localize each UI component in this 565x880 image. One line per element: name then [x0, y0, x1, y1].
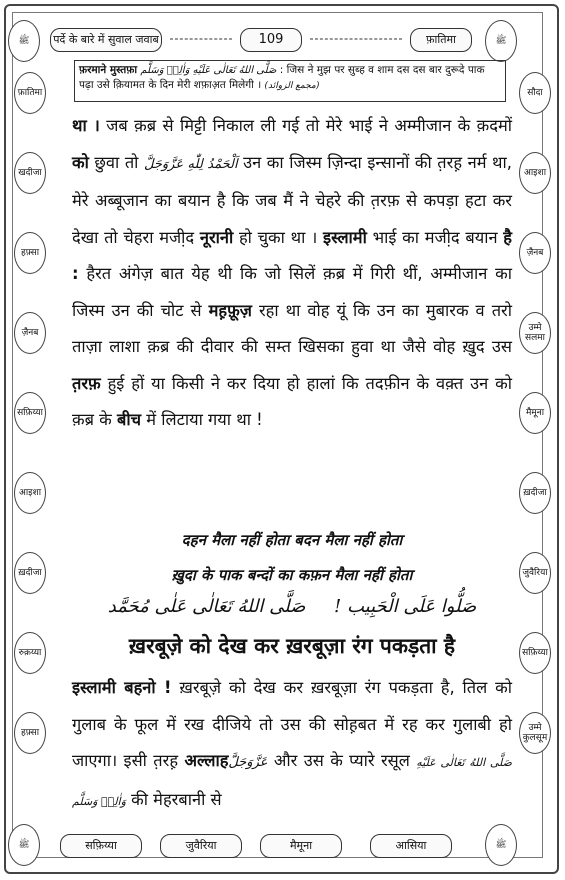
hadith-lead: फ़रमाने मुस्तफ़ा: [79, 64, 138, 76]
text-bold: अल्लाह: [184, 751, 229, 770]
text-run: रहा था वोह यूं कि उन का मुबारक व तरो ताज़ा लाशा क़ब्र की दीवार की सम्त खिसका हुवा था जैसे वोह ख़ुद उस: [72, 300, 512, 356]
text-bold: था ।: [72, 116, 100, 135]
text-run: छुवा तो: [88, 152, 144, 172]
corner-medallion-bottom-right: ﷺ: [485, 824, 517, 866]
header-ornament-right: [310, 38, 402, 40]
side-medallion: ख़दीजा: [14, 552, 46, 594]
footer-label: सफ़िय्या: [60, 834, 142, 858]
side-medallion: ख़दीजा: [519, 472, 551, 514]
arabic-phrase: اَلْحَمْدُ لِلّٰهِ عَزَّوَجَلَّ: [143, 156, 238, 172]
durood-right: صَلَّى اللهُ تَعَالٰى عَلٰى مُحَمَّد: [107, 596, 306, 617]
page-number: 109: [240, 28, 302, 52]
text-run: ख़रबूज़े को देख कर ख़रबूज़ा रंग पकड़ता है, तिल को गुलाब के फूल में रख दीजिये तो उस की सोह़बत में रह कर गुलाबी हो जाएगा। इसी त़रह़: [72, 678, 513, 770]
side-medallion: उम्मे सलमा: [519, 312, 551, 354]
durood-left: صَلُّوا عَلَى الْحَبِيب !: [334, 596, 477, 617]
footer-label: आसिया: [370, 834, 452, 858]
corner-medallion-top-right: ﷺ: [485, 20, 517, 62]
footer-bar: [18, 832, 535, 862]
side-medallion: मैमूना: [519, 392, 551, 434]
text-run: हो चुका था ।: [233, 227, 324, 247]
text-run: और उस के प्यारे रसूल: [267, 751, 417, 770]
side-medallion: फ़ातिमा: [14, 72, 46, 114]
text-run: में लिटाया गया था !: [140, 410, 263, 429]
text-bold: बीच: [116, 410, 141, 429]
arabic-phrase: صَلَّى اللهُ تَعَالٰى عَلَيْهِ وَاٰلِهٖ وَسَلَّم: [72, 756, 513, 808]
footer-label: मैमूना: [260, 834, 342, 858]
footer-label: जुवैरिया: [160, 834, 242, 858]
header-label: फ़ातिमा: [410, 28, 472, 52]
side-medallion: जुवैरिया: [519, 552, 551, 594]
text-bold: त़रफ़: [72, 373, 101, 393]
hadith-text: : जिस ने मुझ पर सुब्ह व शाम दस दस बार दुरूदे पाक पढ़ा उसे क़ियामत के दिन मेरी शफ़ाअ़त मिलेगी ।: [79, 64, 485, 91]
text-run: हुई हों या किसी ने कर दिया हो हालां कि तदफ़ीन के वक़्त उन को क़ब्र के: [72, 373, 512, 429]
paragraph-1: [72, 108, 512, 439]
text-bold: इस्लामी: [323, 227, 367, 247]
paragraph-2: [72, 670, 512, 820]
text-run: उन का जिस्म ज़िन्दा इन्सानों की त़रह़ नर्म था, मेरे अब्बूजान का बयान है कि जब मैं ने चेहरे की त़रफ़ से कपड़ा हटा कर देखा तो चेहरा मजी़द: [72, 152, 512, 247]
side-medallion: हफ़्सा: [14, 712, 46, 754]
header-title: पर्दे के बारे में सुवाल जवाब: [50, 28, 162, 52]
poem-line-2: ख़ुदा के पाक बन्दों का कफ़न मैला नहीं होता: [171, 566, 413, 584]
text-bold: नूरानी: [199, 227, 234, 247]
side-medallion: आइशा: [14, 472, 46, 514]
text-bold: है :: [72, 227, 512, 283]
side-medallion: सफ़िय्या: [519, 632, 551, 674]
section-heading: ख़रबूज़े को देख कर ख़रबूज़ा रंग पकड़ता है: [128, 634, 456, 658]
side-medallion: ज़ैनब: [519, 232, 551, 274]
side-medallion: खदीजा: [14, 152, 46, 194]
corner-medallion-bottom-left: ﷺ: [8, 824, 40, 866]
side-medallion: उम्मे कुलसूम: [519, 712, 551, 754]
poem-line-1: दहन मैला नहीं होता बदन मैला नहीं होता: [181, 531, 403, 549]
text-bold: को: [72, 152, 89, 172]
side-medallion: ज़ैनब: [14, 312, 46, 354]
corner-medallion-top-left: ﷺ: [8, 20, 40, 62]
arabic-phrase: عَزَّوَجَلَّ: [228, 755, 268, 770]
text-run: हैरत अंगेज़ बात येह थी कि जो सिलें क़ब्र में गिरी थीं, अम्मीजान का जिस्म उन की चोट से: [72, 264, 512, 320]
header-ornament-left: [170, 38, 232, 40]
hadith-arabic: صَلَّى اللهُ تَعَالٰى عَلَيْهِ وَاٰلِهٖ وَسَلَّم: [140, 65, 277, 76]
text-bold: मह़फ़ूज़: [208, 300, 252, 320]
side-medallion: सफ़िय्या: [14, 392, 46, 434]
hadith-ref: (مجمع الزوائد): [264, 81, 320, 91]
side-medallion: रुक़य्या: [14, 632, 46, 674]
text-run: भाई का मजी़द बयान: [366, 227, 504, 247]
text-run: जब क़ब्र से मिट्टी निकाल ली गई तो मेरे भाई ने अम्मीजान के क़दमों: [99, 116, 513, 135]
text-run: की मेहरबानी से: [125, 789, 222, 809]
durood-line: [72, 596, 512, 617]
text-bold: इस्लामी बहनो !: [72, 678, 172, 697]
header-bar: [18, 26, 535, 54]
hadith-box: [74, 60, 506, 102]
side-medallion: आइशा: [519, 152, 551, 194]
side-medallion: सौदा: [519, 72, 551, 114]
side-medallion: हफ़्सा: [14, 232, 46, 274]
